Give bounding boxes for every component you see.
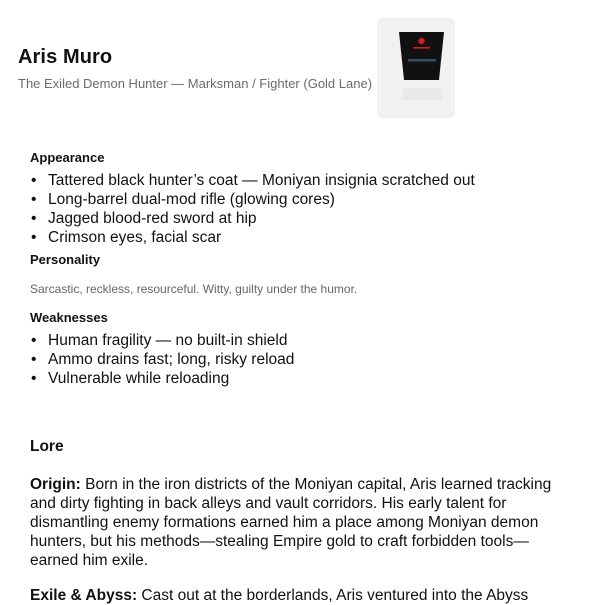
list-item: • Jagged blood-red sword at hip: [30, 209, 575, 228]
appearance-heading: Appearance: [30, 150, 105, 165]
character-portrait: [377, 18, 455, 118]
exile-label: Exile & Abyss:: [30, 587, 138, 604]
exile-text: Cast out at the borderlands, Aris ventured into the Abyss: [137, 587, 529, 604]
character-subtitle: The Exiled Demon Hunter — Marksman / Fighter (Gold Lane): [18, 76, 373, 91]
character-name: Aris Muro: [18, 46, 113, 68]
list-item: • Human fragility — no built-in shield: [30, 331, 575, 350]
list-item: • Tattered black hunter’s coat — Moniyan insignia scratched out: [30, 171, 575, 190]
personality-heading: Personality: [30, 252, 101, 267]
list-item: • Vulnerable while reloading: [30, 369, 575, 388]
weaknesses-section: [30, 310, 575, 388]
weaknesses-heading: Weaknesses: [30, 310, 108, 325]
lore-heading: Lore: [30, 438, 64, 455]
appearance-section: [30, 150, 575, 247]
list-item: • Crimson eyes, facial scar: [30, 228, 575, 247]
personality-text: Sarcastic, reckless, resourceful. Witty, guilty under the humor.: [30, 282, 358, 296]
appearance-list: [30, 171, 575, 247]
personality-section: [30, 252, 575, 296]
exile-paragraph: [30, 586, 575, 605]
profile-content: [30, 150, 575, 605]
list-item: • Long-barrel dual-mod rifle (glowing cores): [30, 190, 575, 209]
origin-label: Origin:: [30, 476, 81, 493]
origin-paragraph: [30, 475, 575, 570]
weaknesses-list: [30, 331, 575, 388]
list-item: • Ammo drains fast; long, risky reload: [30, 350, 575, 369]
character-header: [18, 46, 372, 91]
lore-section: [30, 438, 575, 605]
character-silhouette-icon: [377, 18, 455, 118]
origin-text: Born in the iron districts of the Moniyan capital, Aris learned tracking and dirty fighting in back alleys and vault corridors. His early talent for dismantling enemy formations earned him a place among Moniyan demon hunters, but his methods—stealing Empire gold to craft forbidden tools—earned him exile.: [30, 476, 552, 569]
